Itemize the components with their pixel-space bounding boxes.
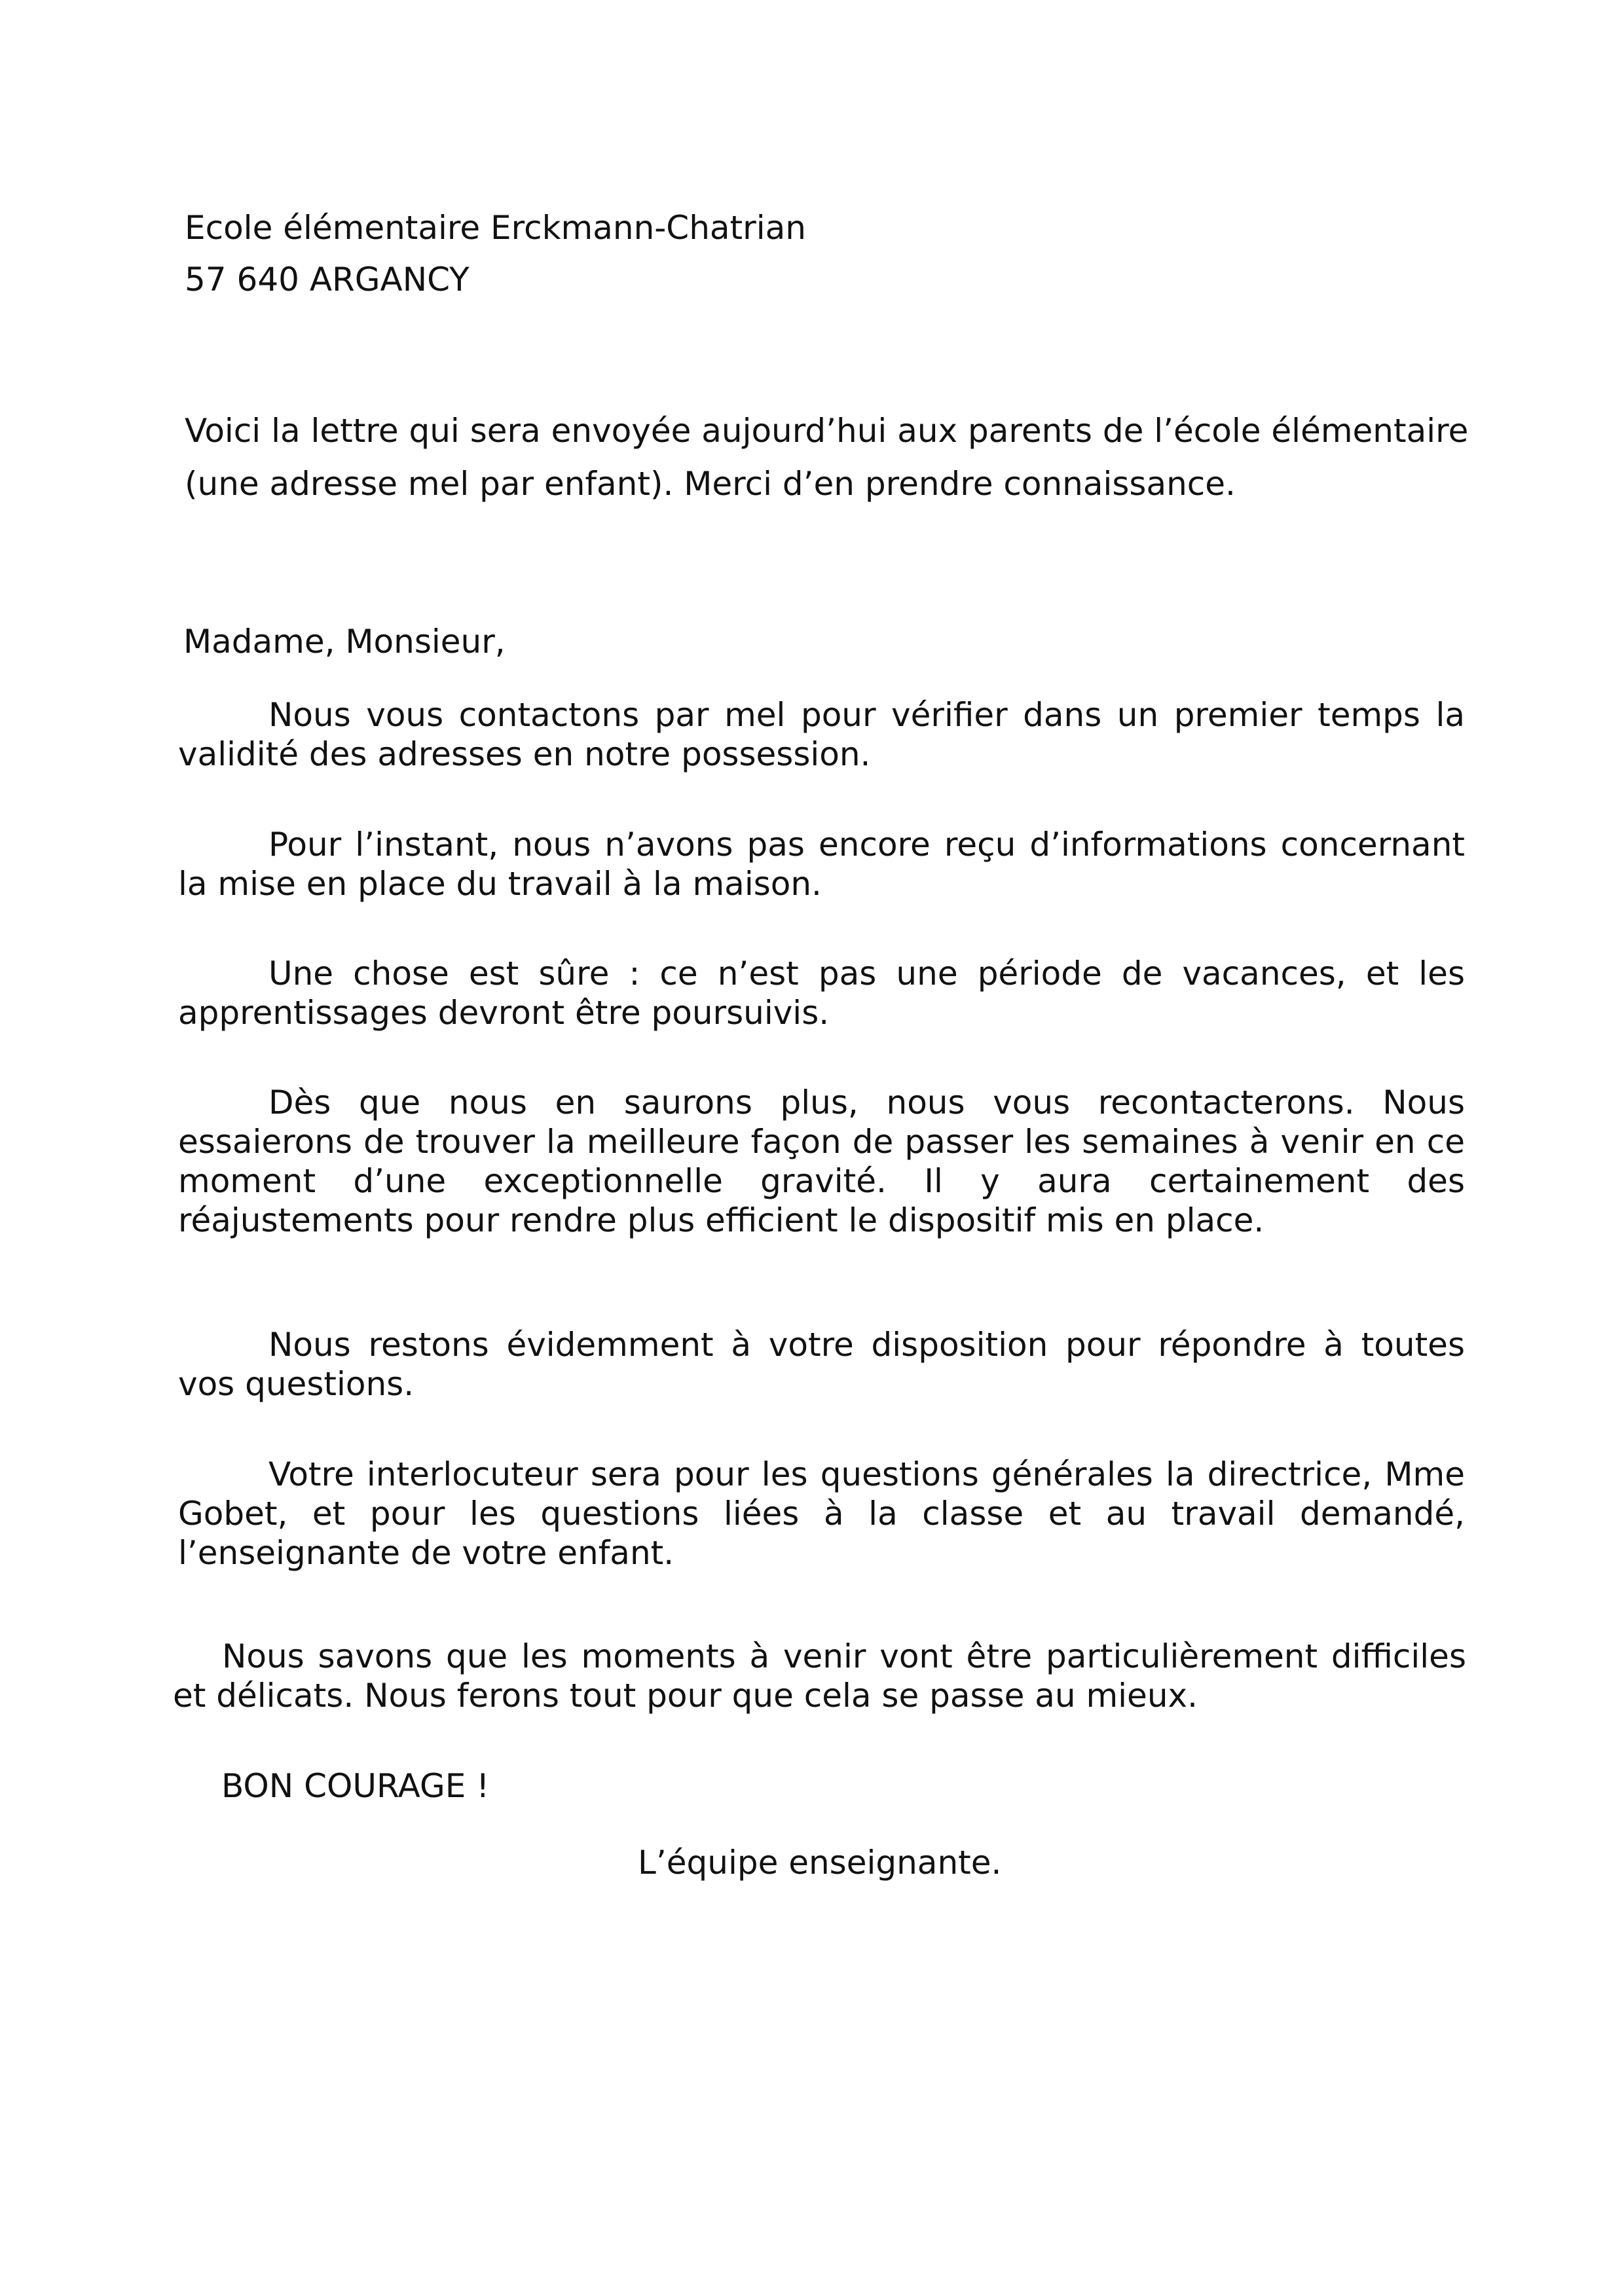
- paragraph-6: Votre interlocuteur sera pour les questions générales la directrice, Mme Gobet, et pour les questions liées à la classe et au travail demandé, l’enseignante de votre enfant.: [178, 1455, 1465, 1572]
- school-city: 57 640 ARGANCY: [185, 261, 470, 299]
- intro-line-1: Voici la lettre qui sera envoyée aujourd’hui aux parents de l’école élémentaire: [185, 412, 1469, 450]
- school-name: Ecole élémentaire Erckmann-Chatrian: [185, 209, 806, 247]
- signature: L’équipe enseignante.: [638, 1844, 1002, 1882]
- paragraph-5: Nous restons évidemment à votre disposition pour répondre à toutes vos questions.: [178, 1326, 1465, 1403]
- paragraph-7: Nous savons que les moments à venir vont être particulièrement difficiles et délicats. Nous ferons tout pour que cela se passe au mieux.: [173, 1637, 1466, 1715]
- paragraph-4: Dès que nous en saurons plus, nous vous recontacterons. Nous essaierons de trouver la meilleure façon de passer les semaines à venir en ce moment d’une exceptionnelle gravité. Il y aura certainement des réajustements pour rendre plus efficient le dispositif mis en place.: [178, 1084, 1465, 1239]
- paragraph-1: Nous vous contactons par mel pour vérifier dans un premier temps la validité des adresses en notre possession.: [178, 696, 1465, 773]
- paragraph-3: Une chose est sûre : ce n’est pas une période de vacances, et les apprentissages devront être poursuivis.: [178, 955, 1465, 1032]
- paragraph-2: Pour l’instant, nous n’avons pas encore reçu d’informations concernant la mise en place du travail à la maison.: [178, 826, 1465, 903]
- intro-line-2: (une adresse mel par enfant). Merci d’en prendre connaissance.: [185, 465, 1236, 503]
- salutation: Madame, Monsieur,: [183, 623, 506, 661]
- closing: BON COURAGE !: [221, 1767, 490, 1805]
